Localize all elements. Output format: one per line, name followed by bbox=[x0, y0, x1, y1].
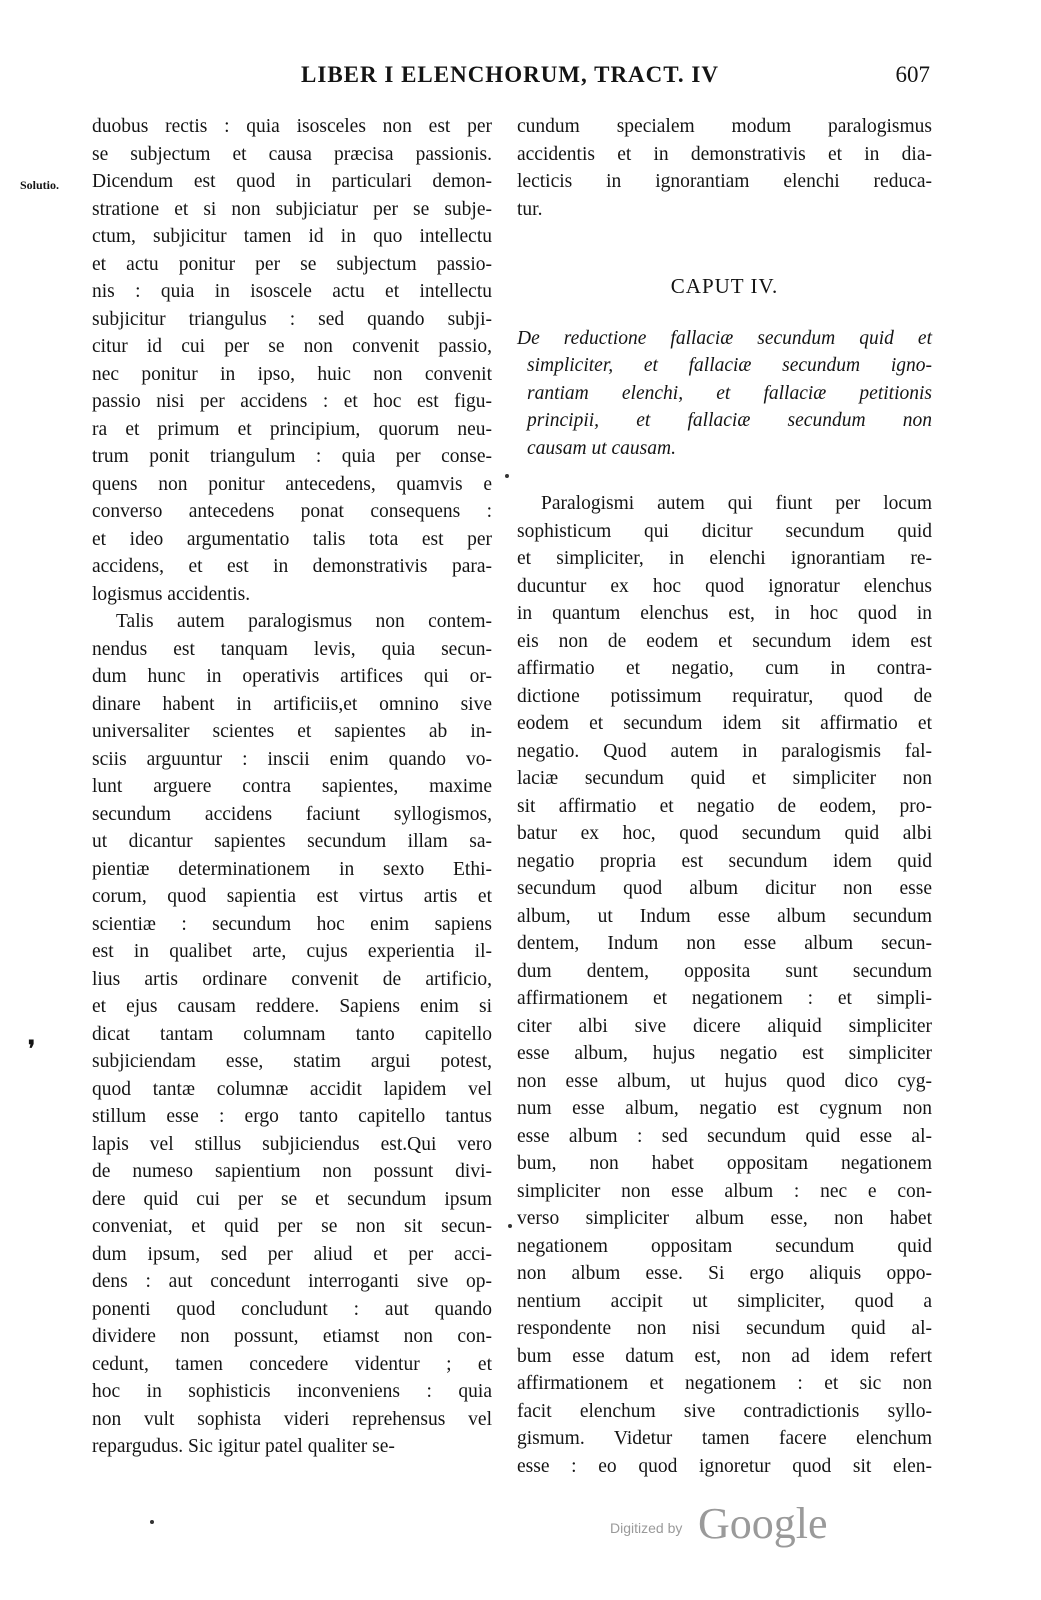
text-line: non esse album, ut hujus quod dico cyg- bbox=[517, 1070, 932, 1092]
speck bbox=[505, 474, 509, 478]
text-line: esse : eo quod ignoretur quod sit elen- bbox=[517, 1455, 932, 1477]
text-line: accidens, et est in demonstrativis para- bbox=[92, 556, 492, 577]
text-line: in quantum elenchus est, in hoc quod in bbox=[517, 603, 932, 624]
text-line: duobus rectis : quia isosceles non est per bbox=[92, 116, 492, 137]
right-paragraph-top bbox=[517, 113, 932, 223]
text-line: verso simpliciter album esse, non habet bbox=[517, 1208, 932, 1229]
digitized-by-text: Digitized by bbox=[610, 1520, 683, 1536]
text-line: eodem et secundum idem sit affirmatio et bbox=[517, 713, 932, 734]
text-line: citur id cui per se non convenit passio, bbox=[92, 336, 492, 357]
text-line: trum ponit triangulum : quia per conse- bbox=[92, 446, 492, 467]
text-line: hoc in sophisticis inconveniens : quia bbox=[92, 1381, 492, 1402]
text-line: album, ut Indum esse album secundum bbox=[517, 905, 932, 927]
text-line: eis non de eodem et secundum idem est bbox=[517, 630, 932, 652]
page-number: 607 bbox=[895, 62, 930, 87]
text-line: dere quid cui per se et secundum ipsum bbox=[92, 1188, 492, 1210]
left-paragraph-1 bbox=[92, 113, 492, 608]
text-line: de numeso sapientium non possunt divi- bbox=[92, 1161, 492, 1182]
text-line: simpliciter non esse album : nec e con- bbox=[517, 1180, 932, 1202]
page-header bbox=[90, 62, 930, 98]
text-line: accidentis et in demonstrativis et in dia- bbox=[517, 143, 932, 165]
text-line: passio nisi per accidens : et hoc est figu- bbox=[92, 391, 492, 412]
text-line: dinare habent in artificiis,et omnino sive bbox=[92, 693, 492, 715]
right-column bbox=[517, 113, 932, 1480]
text-line: negationem oppositam secundum quid bbox=[517, 1235, 932, 1257]
text-line: corum, quod sapientia est virtus artis et bbox=[92, 886, 492, 907]
text-line: citer albi sive dicere aliquid simpliciter bbox=[517, 1015, 932, 1037]
text-line: conveniat, et quid per se non sit secun- bbox=[92, 1216, 492, 1237]
text-line: se subjectum et causa præcisa passionis. bbox=[92, 143, 492, 165]
text-line: dum dentem, opposita sunt secundum bbox=[517, 960, 932, 982]
text-line: scientiæ : secundum hoc enim sapiens bbox=[92, 913, 492, 935]
text-line: Paralogismi autem qui fiunt per locum bbox=[541, 493, 932, 514]
text-line: stillum esse : ergo tanto capitello tantus bbox=[92, 1106, 492, 1127]
summary-line: causam ut causam. bbox=[527, 437, 676, 459]
text-line: esse album, hujus negatio est simpliciter bbox=[517, 1043, 932, 1064]
left-paragraph-2 bbox=[92, 608, 492, 1461]
text-line: et simpliciter, in elenchi ignorantiam re- bbox=[517, 548, 932, 569]
text-line: facit elenchum sive contradictionis syllo- bbox=[517, 1400, 932, 1422]
text-line: negatio propria est secundum idem quid bbox=[517, 850, 932, 872]
text-line: dum ipsum, sed per aliud et per acci- bbox=[92, 1243, 492, 1265]
summary-line: principii, et fallaciæ secundum non bbox=[527, 410, 932, 431]
text-line: bum esse datum est, non ad idem refert bbox=[517, 1345, 932, 1367]
text-line: pientiæ determinationem in sexto Ethi- bbox=[92, 858, 492, 880]
speck bbox=[508, 1224, 512, 1228]
text-line: gismum. Videtur tamen facere elenchum bbox=[517, 1428, 932, 1449]
text-line: subjiciendam esse, statim argui potest, bbox=[92, 1051, 492, 1072]
running-title: LIBER I ELENCHORUM, TRACT. IV bbox=[301, 62, 719, 87]
text-line: subjicitur triangulus : sed quando subji- bbox=[92, 308, 492, 330]
text-line: laciæ secundum quid et simpliciter non bbox=[517, 768, 932, 789]
text-line: affirmationem et negationem : et sic non bbox=[517, 1373, 932, 1394]
text-line: ra et primum et principium, quorum neu- bbox=[92, 418, 492, 440]
left-column bbox=[92, 113, 492, 1461]
text-line: sit affirmatio et negatio de eodem, pro- bbox=[517, 795, 932, 817]
text-line: tur. bbox=[517, 198, 543, 220]
text-line: dentem, Indum non esse album secun- bbox=[517, 933, 932, 954]
text-line: dividere non possunt, etiamst non con- bbox=[92, 1326, 492, 1347]
text-line: nec ponitur in ipso, huic non convenit bbox=[92, 363, 492, 385]
text-line: sciis arguuntur : inscii enim quando vo- bbox=[92, 748, 492, 770]
text-line: affirmationem et negationem : et simpli- bbox=[517, 988, 932, 1009]
text-line: ducuntur ex hoc quod ignoratur elenchus bbox=[517, 575, 932, 597]
text-line: converso antecedens ponat consequens : bbox=[92, 501, 492, 522]
text-line: secundum accidens faciunt syllogismos, bbox=[92, 803, 492, 825]
text-line: lapis vel stillus subjiciendus est.Qui vero bbox=[92, 1133, 492, 1155]
text-line: dens : aut concedunt interroganti sive op- bbox=[92, 1271, 492, 1292]
text-line: non album esse. Si ergo aliquis oppo- bbox=[517, 1263, 932, 1284]
text-line: dicat tantam columnam tanto capitello bbox=[92, 1023, 492, 1045]
text-line: repargudus. Sic igitur patel qualiter se- bbox=[92, 1436, 395, 1457]
text-line: negatio. Quod autem in paralogismis fal- bbox=[517, 740, 932, 762]
text-line: quod tantæ columnæ accidit lapidem vel bbox=[92, 1078, 492, 1100]
text-line: cundum specialem modum paralogismus bbox=[517, 116, 932, 137]
text-line: dictione potissimum requiratur, quod de bbox=[517, 685, 932, 707]
text-line: num esse album, negatio est cygnum non bbox=[517, 1098, 932, 1119]
text-line: universaliter scientes et sapientes ab in- bbox=[92, 721, 492, 742]
text-line: nentium accipit ut simpliciter, quod a bbox=[517, 1290, 932, 1312]
google-logo: Google bbox=[698, 1499, 828, 1548]
text-line: esse album : sed secundum quid esse al- bbox=[517, 1125, 932, 1147]
text-line: lecticis in ignorantiam elenchi reduca- bbox=[517, 171, 932, 192]
text-line: batur ex hoc, quod secundum quid albi bbox=[517, 823, 932, 844]
chapter-summary bbox=[517, 325, 932, 463]
text-line: dum hunc in operativis artifices qui or- bbox=[92, 666, 492, 687]
text-line: bum, non habet oppositam negationem bbox=[517, 1153, 932, 1174]
speck bbox=[150, 1520, 154, 1524]
chapter-title: CAPUT IV. bbox=[670, 274, 779, 298]
summary-line: simpliciter, et fallaciæ secundum igno- bbox=[527, 355, 932, 376]
text-line: respondente non nisi secundum quid al- bbox=[517, 1318, 932, 1339]
text-line: sophisticum qui dicitur secundum quid bbox=[517, 520, 932, 542]
text-line: et ideo argumentatio talis tota est per bbox=[92, 528, 492, 550]
ink-mark: ❜ bbox=[28, 1036, 36, 1061]
text-line: et ejus causam reddere. Sapiens enim si bbox=[92, 996, 492, 1017]
digitized-footer bbox=[610, 1498, 870, 1548]
text-line: logismus accidentis. bbox=[92, 583, 251, 605]
text-line: et actu ponitur per se subjectum passio- bbox=[92, 253, 492, 275]
text-line: Dicendum est quod in particulari demon- bbox=[92, 171, 492, 192]
text-line: cedunt, tamen concedere videntur ; et bbox=[92, 1353, 492, 1375]
text-line: lunt arguere contra sapientes, maxime bbox=[92, 776, 492, 797]
text-line: ponenti quod concludunt : aut quando bbox=[92, 1298, 492, 1320]
text-line: ut dicantur sapientes secundum illam sa- bbox=[92, 831, 492, 852]
text-line: affirmatio et negatio, cum in contra- bbox=[517, 658, 932, 679]
summary-line: rantiam elenchi, et fallaciæ petitionis bbox=[527, 382, 932, 404]
text-line: est in qualibet arte, cujus experientia il- bbox=[92, 941, 492, 962]
text-line: ctum, subjicitur tamen id in quo intellectu bbox=[92, 226, 492, 247]
text-line: lius artis ordinare convenit de artificio, bbox=[92, 968, 492, 990]
text-line: nendus est tanquam levis, quia secun- bbox=[92, 638, 492, 660]
margin-note: Solutio. bbox=[20, 178, 60, 192]
text-line: quens non ponitur antecedens, quamvis e bbox=[92, 473, 492, 495]
text-line: secundum quod album dicitur non esse bbox=[517, 878, 932, 899]
text-line: Talis autem paralogismus non contem- bbox=[116, 611, 492, 632]
right-paragraph-body bbox=[517, 490, 932, 1480]
summary-line: De reductione fallaciæ secundum quid et bbox=[517, 327, 932, 349]
text-line: stratione et si non subjiciatur per se subje- bbox=[92, 198, 492, 220]
text-line: non vult sophista videri reprehensus vel bbox=[92, 1408, 492, 1430]
text-line: nis : quia in isoscele actu et intellectu bbox=[92, 281, 492, 302]
